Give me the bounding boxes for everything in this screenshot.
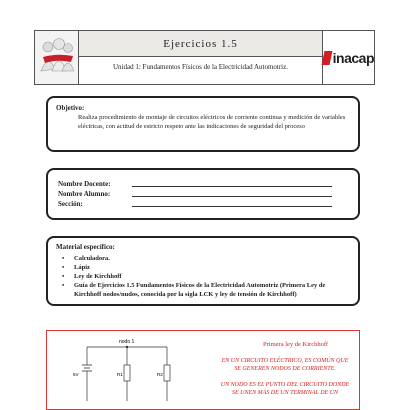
- list-item: • Lápiz: [60, 263, 350, 272]
- objective-box: [46, 96, 360, 152]
- list-item: • Guía de Ejercicios 1.5 Fundamentos Físicos de la Electricidad Automotriz (Primera Ley de Kirchhoff nodos/nudos, conocida por la sigla LCK y ley de tensión de Kirchhoff): [60, 281, 350, 299]
- list-item: • Ley de Kirchhoff: [60, 272, 350, 281]
- seccion-label: Sección:: [58, 200, 83, 208]
- alumno-field[interactable]: [132, 196, 332, 197]
- r1-label: R1: [117, 372, 123, 377]
- resistor-r1-icon: [124, 365, 130, 381]
- kirchhoff-title: Primera ley de Kirchhoff: [263, 341, 329, 348]
- materials-label: Material específico:: [56, 243, 115, 251]
- inacap-logo: [323, 31, 374, 84]
- circuit-diagram: [67, 335, 207, 405]
- docente-label: Nombre Docente:: [58, 180, 111, 188]
- kirchhoff-text-2: SE GENEREN NODOS DE CORRIENTE.: [234, 366, 336, 372]
- student-info-box: [46, 168, 360, 220]
- alumno-label: Nombre Alumno:: [58, 190, 111, 198]
- mascot-logo: [35, 31, 79, 84]
- seccion-field[interactable]: [132, 206, 332, 207]
- resistor-r2-icon: [164, 365, 170, 381]
- r2-label: R2: [157, 372, 163, 377]
- kirchhoff-section: [46, 330, 360, 410]
- docente-field[interactable]: [132, 186, 332, 187]
- kirchhoff-text-1: EN UN CIRCUITO ELÉCTRICO, ES COMÚN QUE: [221, 358, 349, 364]
- objective-label: Objetivo:: [56, 104, 85, 112]
- document-header: [34, 30, 375, 85]
- page-title: Ejercicios 1.5: [79, 31, 323, 57]
- kirchhoff-text-3: UN NODO ES EL PUNTO DEL CIRCUITO DONDE: [220, 382, 350, 388]
- materials-list: [60, 254, 350, 299]
- source-label: 6V: [73, 372, 79, 377]
- materials-box: [46, 236, 360, 306]
- inacap-mark-icon: [322, 51, 333, 65]
- kirchhoff-text-4: SE UNEN MÁS DE UN TERMINAL DE UN: [231, 390, 339, 396]
- node-label: nodo 1: [119, 339, 135, 345]
- objective-text: Realiza procedimiento de montaje de circuitos eléctricos de corriente continua y medición de variables eléctricas, con actitud de estricto respeto ante las indicaciones de seguridad del proceso: [78, 114, 346, 130]
- brand-name: inacap: [332, 49, 374, 66]
- list-item: • Calculadora.: [60, 254, 350, 263]
- mascot-figures-icon: [35, 31, 79, 84]
- unit-subtitle: Unidad 1: Fundamentos Físicos de la Electricidad Automotriz.: [79, 57, 323, 84]
